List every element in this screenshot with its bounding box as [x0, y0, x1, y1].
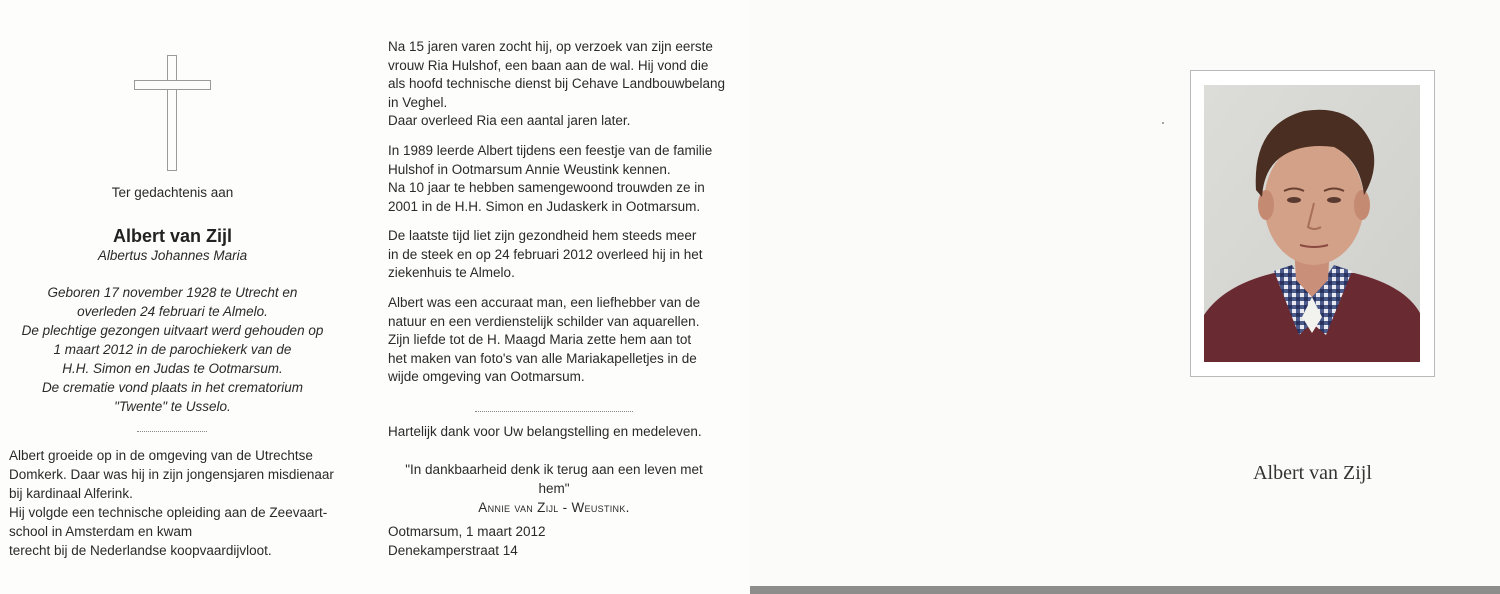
signature: Annie van Zijl - Weustink. [478, 500, 630, 515]
bio-line: De crematie vond plaats in het crematorium [41, 380, 304, 395]
body-line: terecht bij de Nederlandse koopvaardijvloot. [9, 543, 272, 558]
text-line: in de steek en op 24 februari 2012 overleed hij in het [388, 246, 703, 262]
text-line: in Veghel. [388, 94, 448, 110]
intro-text: Ter gedachtenis aan [111, 185, 234, 200]
body-line: Albert groeide op in de omgeving van de Utrechtse [9, 448, 313, 463]
bio-line: De plechtige gezongen uitvaart werd gehouden op [21, 323, 324, 338]
place-date: Ootmarsum, 1 maart 2012 [388, 524, 546, 539]
address: Denekamperstraat 14 [388, 543, 518, 558]
given-names: Albertus Johannes Maria [97, 248, 248, 263]
divider [137, 431, 207, 432]
body-line: school in Amsterdam en kwam [9, 524, 193, 539]
bio-line: Geboren 17 november 1928 te Utrecht en [47, 285, 298, 300]
left-panel [0, 0, 360, 594]
paragraph-marriage [388, 142, 733, 216]
text-line: In 1989 leerde Albert tijdens een feestje van de familie [388, 143, 713, 158]
body-line: Domkerk. Daar was hij in zijn jongensjaren misdienaar [9, 467, 334, 482]
portrait-photo [1204, 85, 1420, 362]
text-line: het maken van foto's van alle Mariakapelletjes in de [388, 350, 697, 366]
cover-name: Albert van Zijl [1253, 462, 1372, 484]
text-line: De laatste tijd liet zijn gezondheid hem steeds meer [388, 228, 697, 243]
bio-line: 1 maart 2012 in de parochiekerk van de [53, 342, 292, 357]
bio-line: H.H. Simon en Judas te Ootmarsum. [62, 361, 283, 376]
deceased-name: Albert van Zijl [112, 226, 233, 246]
text-line: Na 15 jaren varen zocht hij, op verzoek van zijn eerste [388, 39, 713, 54]
life-story-start [9, 446, 349, 560]
bio-line: "Twente" te Usselo. [114, 399, 231, 414]
bio-line: overleden 24 februari te Almelo. [77, 304, 268, 319]
thanks-text: Hartelijk dank voor Uw belangstelling en medeleven. [388, 424, 702, 439]
place-block [388, 522, 546, 560]
body-line: bij kardinaal Alferink. [9, 486, 133, 501]
text-line: als hoofd technische dienst bij Cehave Landbouwbelang [388, 76, 725, 91]
paragraph-career [388, 38, 733, 131]
text-line: ziekenhuis te Almelo. [388, 265, 515, 280]
text-line: Na 10 jaar te hebben samengewoond trouwden ze in [388, 180, 705, 195]
quote-block [388, 460, 720, 517]
text-line: vrouw Ria Hulshof, een baan aan de wal. Hij vond die [388, 57, 709, 73]
text-line: Daar overleed Ria een aantal jaren later. [388, 113, 631, 128]
paragraph-character [388, 294, 733, 387]
text-line: Albert was een accuraat man, een liefhebber van de [388, 295, 701, 310]
text-line: wijde omgeving van Ootmarsum. [388, 369, 585, 384]
divider [475, 411, 633, 412]
paragraph-health [388, 227, 733, 283]
paper-speck [1162, 122, 1164, 124]
text-line: Zijn liefde tot de H. Maagd Maria zette hem aan tot [388, 332, 692, 347]
bottom-strip [750, 586, 1500, 594]
text-line: 2001 in de H.H. Simon en Judaskerk in Ootmarsum. [388, 198, 701, 214]
quote-text: "In dankbaarheid denk ik terug aan een leven met hem" [405, 462, 703, 496]
text-line: natuur en een verdienstelijk schilder van aquarellen. [388, 313, 700, 329]
text-line: Hulshof in Ootmarsum Annie Weustink kennen. [388, 161, 671, 177]
middle-panel [360, 0, 750, 594]
body-line: Hij volgde een technische opleiding aan de Zeevaart- [9, 505, 328, 520]
bio-block [0, 283, 345, 416]
